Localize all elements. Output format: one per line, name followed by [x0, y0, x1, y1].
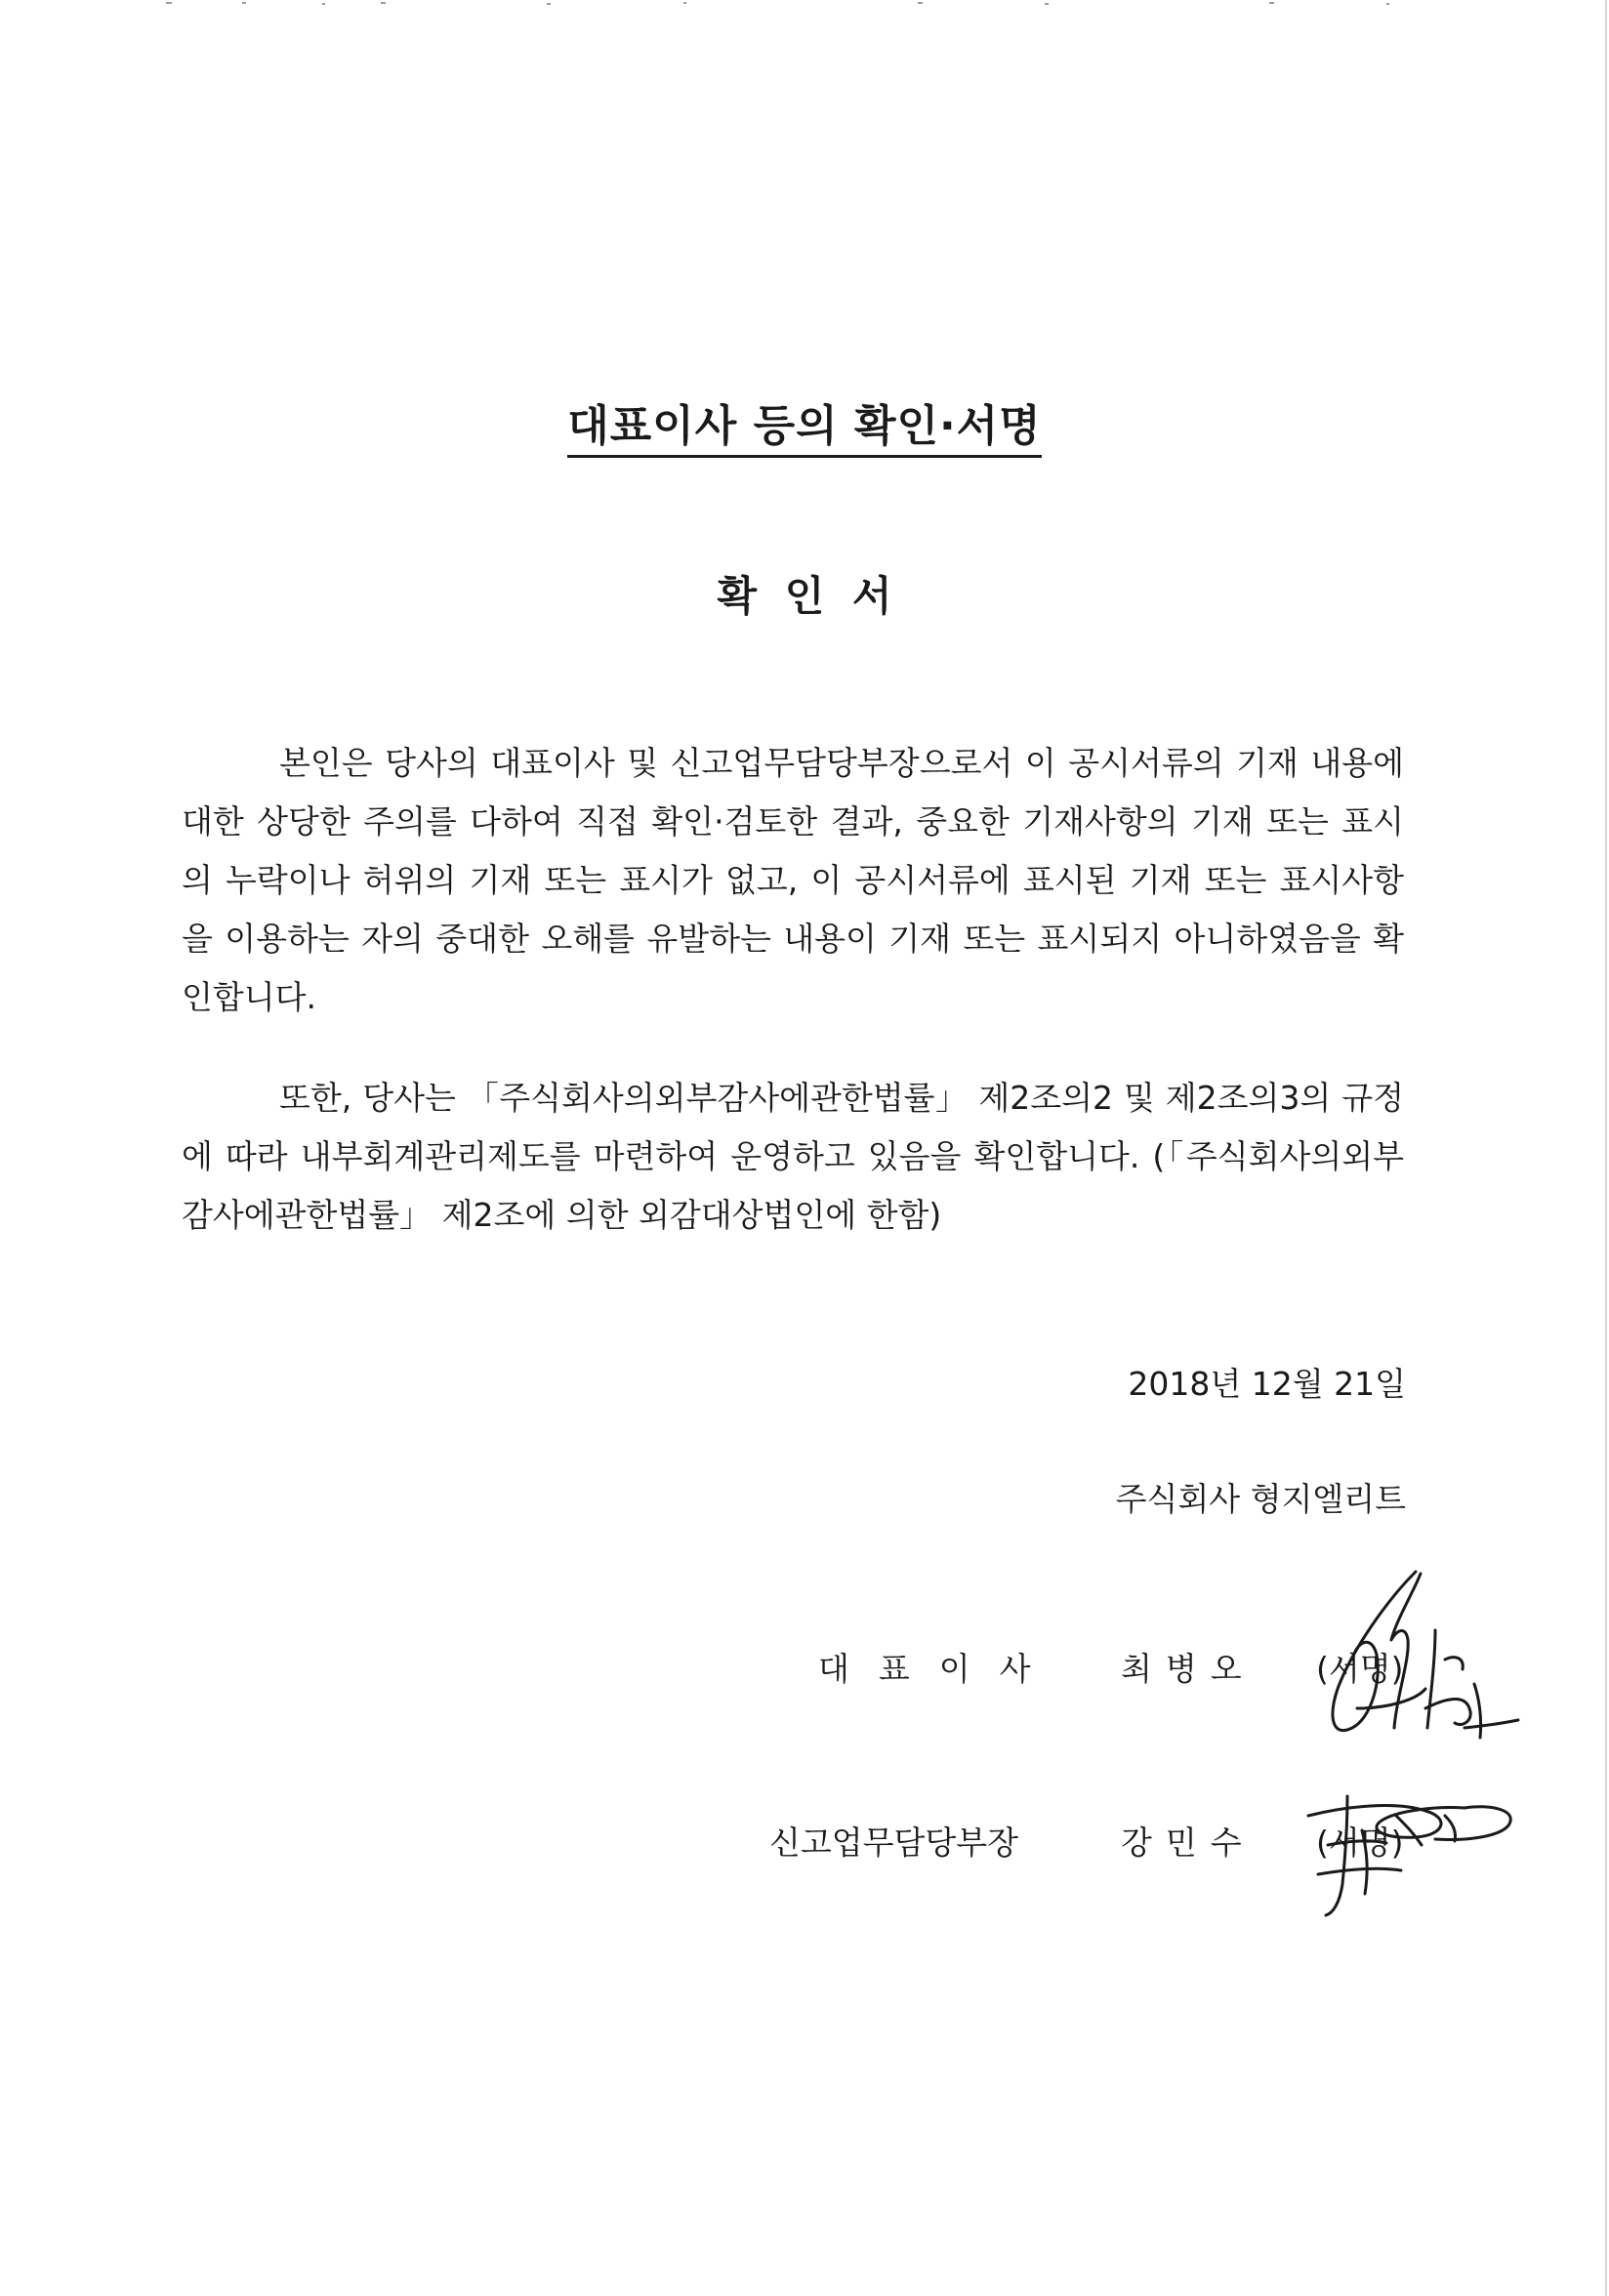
document-date: 2018년 12월 21일	[1128, 1365, 1406, 1403]
signatory-role: 대표이사	[818, 1650, 1060, 1688]
company-name: 주식회사 형지엘리트	[1115, 1480, 1406, 1518]
signatory-name: 최병오	[1121, 1650, 1256, 1688]
page-title-text: 대표이사 등의 확인·서명	[567, 401, 1041, 458]
internal-control-paragraph	[182, 1069, 1404, 1245]
document-subtitle: 확 인 서	[717, 572, 892, 620]
scan-edge-line	[1605, 0, 1607, 2296]
page-title	[0, 390, 1609, 453]
signatory-role: 신고업무담당부장	[769, 1824, 1019, 1862]
signature-label: (서명)	[1316, 1824, 1404, 1862]
scan-specks	[0, 0, 1609, 18]
confirmation-paragraph-text: 본인은 당사의 대표이사 및 신고업무담당부장으로서 이 공시서류의 기재 내용에 대한 상당한 주의를 다하여 직접 확인·검토한 결과, 중요한 기재사항의 기재 또는 표시의 누락이나 허위의 기재 또는 표시가 없고, 이 공시서류에 표시된 기재 또는 표시사항을 이용하는 자의 중대한 오해를 유발하는 내용이 기재 또는 표시되지 아니하였음을 확인합니다.	[182, 744, 1404, 1016]
confirmation-paragraph	[182, 734, 1404, 1027]
signatory-name: 강민수	[1121, 1824, 1256, 1862]
internal-control-paragraph-text: 또한, 당사는 「주식회사의외부감사에관한법률」 제2조의2 및 제2조의3의 규정에 따라 내부회계관리제도를 마련하여 운영하고 있음을 확인합니다. (「주식회사의외부감사에관한법률」 제2조에 의한 외감대상법인에 한함)	[182, 1079, 1404, 1234]
signature-label: (서명)	[1316, 1650, 1404, 1688]
